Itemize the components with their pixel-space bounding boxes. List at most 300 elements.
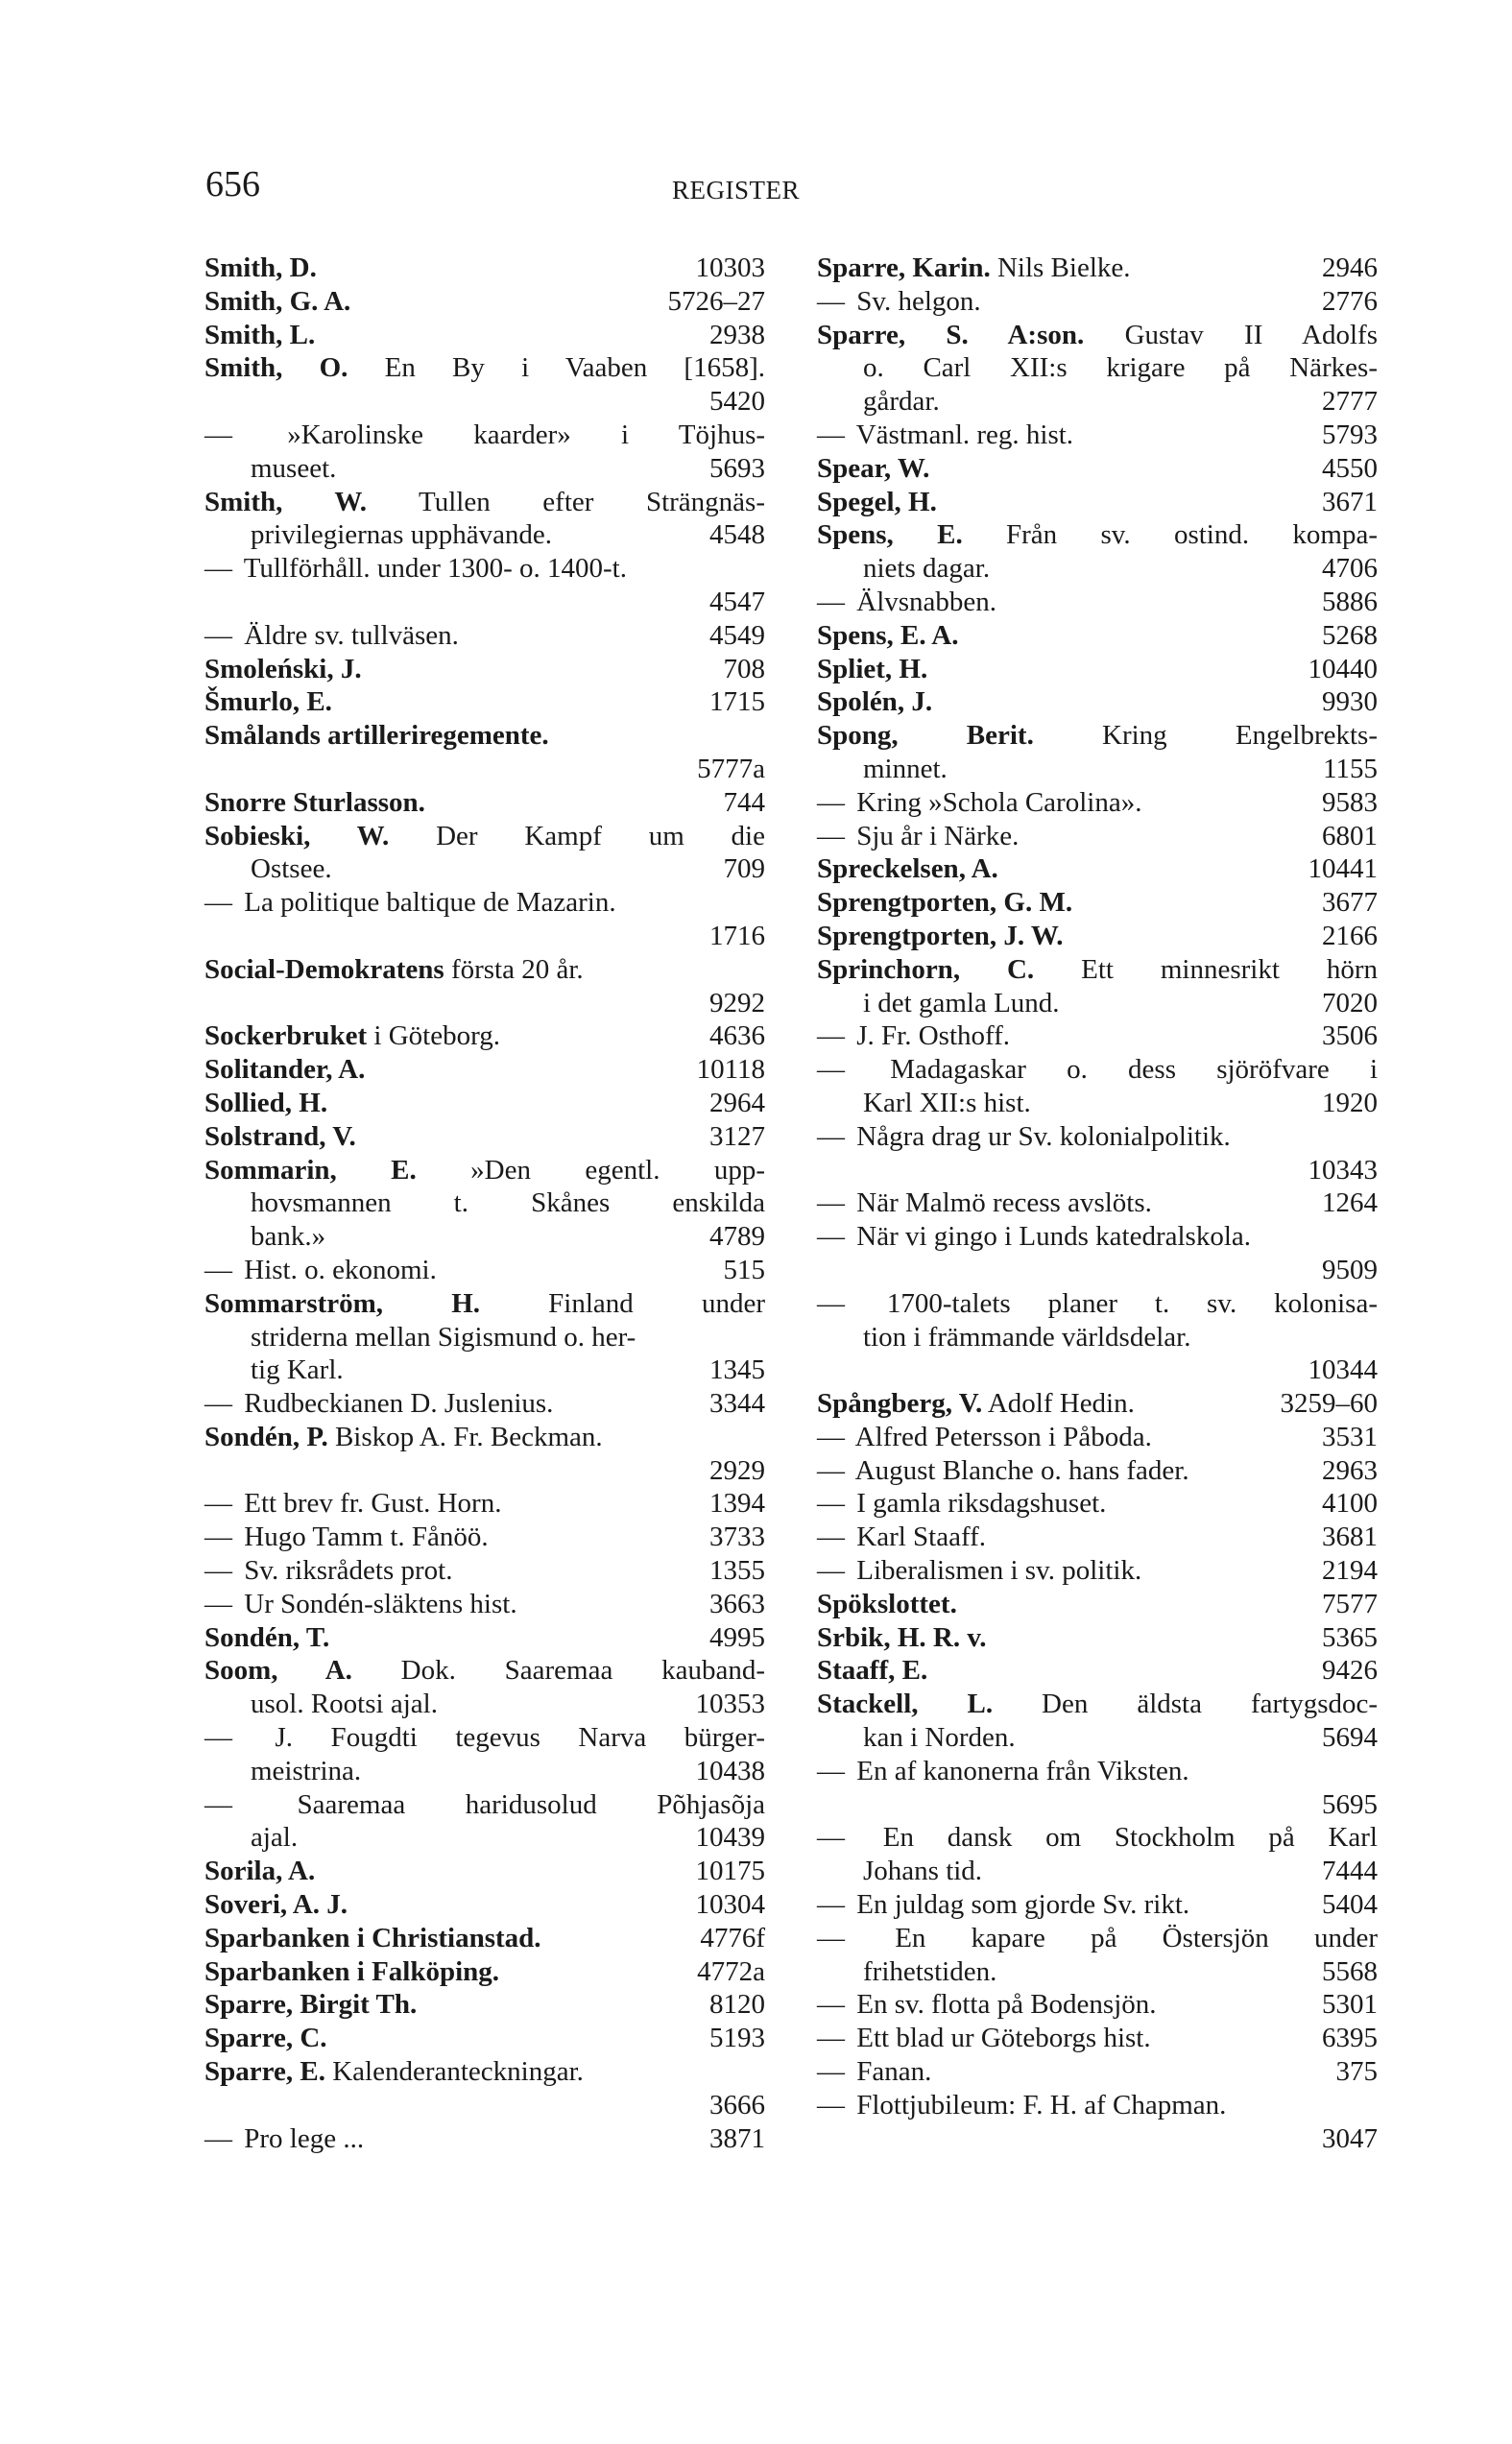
index-entry-line bbox=[817, 1821, 1378, 1855]
entry-text bbox=[817, 452, 929, 486]
index-entry-line bbox=[204, 1387, 765, 1421]
entry-reference-number: 2777 bbox=[1322, 386, 1378, 418]
ditto-dash: — bbox=[817, 1120, 845, 1152]
index-entry-line bbox=[204, 1220, 765, 1254]
index-entry-line bbox=[204, 419, 765, 452]
index-entry-line bbox=[817, 953, 1378, 987]
entry-reference-number: 2964 bbox=[709, 1087, 765, 1118]
entry-heading: Sparbanken i Falköping. bbox=[204, 1955, 500, 1987]
entry-reference-number: 5420 bbox=[709, 386, 765, 418]
entry-reference-number: 9930 bbox=[1322, 686, 1378, 718]
index-entry-line bbox=[817, 1721, 1378, 1755]
entry-reference-number: 4636 bbox=[709, 1020, 765, 1052]
index-entry-line bbox=[204, 1120, 765, 1154]
entry-text: — Kring »Schola Carolina». bbox=[817, 786, 1142, 818]
entry-text: — Fanan. bbox=[817, 2056, 932, 2088]
entry-text: — J. Fr. Osthoff. bbox=[817, 1020, 1011, 1052]
entry-reference-number: 5693 bbox=[709, 452, 765, 484]
entry-heading: Smith, D. bbox=[204, 252, 317, 283]
entry-heading: Spens, E. bbox=[817, 519, 963, 551]
entry-reference-number: 2946 bbox=[1322, 252, 1378, 283]
entry-heading: Smith, L. bbox=[204, 319, 316, 350]
ditto-dash: — bbox=[817, 1889, 845, 1921]
entry-text bbox=[204, 1855, 315, 1888]
entry-text: hovsmannen t. Skånes enskilda bbox=[251, 1187, 765, 1219]
index-entry-line bbox=[204, 2122, 765, 2156]
index-entry-line bbox=[817, 419, 1378, 452]
ditto-dash: — bbox=[817, 2056, 845, 2088]
entry-reference-number: 3127 bbox=[709, 1120, 765, 1152]
entry-heading: Snorre Sturlasson. bbox=[204, 786, 425, 818]
entry-reference-number: 9509 bbox=[1322, 1254, 1378, 1285]
entry-text: — Äldre sv. tullväsen. bbox=[204, 619, 459, 651]
ditto-dash: — bbox=[204, 1722, 232, 1754]
entry-text bbox=[817, 886, 1072, 920]
entry-text: tion i främmande världsdelar. bbox=[863, 1321, 1191, 1353]
entry-heading: Smith, W. bbox=[204, 486, 368, 517]
entry-text: — Sv. riksrådets prot. bbox=[204, 1555, 453, 1587]
index-entry-line bbox=[204, 1487, 765, 1521]
entry-text: Smith, O. En By i Vaaben [1658]. bbox=[204, 352, 765, 384]
entry-reference-number: 10353 bbox=[695, 1689, 765, 1720]
index-entry-line bbox=[204, 852, 765, 886]
entry-heading: Staaff, E. bbox=[817, 1655, 928, 1687]
entry-heading: Smith, O. bbox=[204, 352, 348, 384]
index-entry-line bbox=[817, 1688, 1378, 1721]
index-entry-line bbox=[817, 886, 1378, 920]
entry-text bbox=[817, 852, 998, 886]
entry-heading: Soom, A. bbox=[204, 1655, 352, 1687]
entry-reference-number: 10118 bbox=[696, 1054, 765, 1086]
entry-reference-number: 5301 bbox=[1322, 1989, 1378, 2021]
index-column-right bbox=[817, 252, 1378, 2155]
entry-reference-number: 1355 bbox=[709, 1555, 765, 1587]
entry-text: — Alfred Petersson i Påboda. bbox=[817, 1421, 1152, 1452]
index-entry-line bbox=[204, 1186, 765, 1220]
entry-reference-number: 5886 bbox=[1322, 586, 1378, 617]
entry-reference-number: 1394 bbox=[709, 1488, 765, 1520]
entry-reference-number: 4100 bbox=[1322, 1488, 1378, 1520]
entry-text: Sparre, S. A:son. Gustav II Adolfs bbox=[817, 319, 1378, 350]
entry-reference-number: 4776f bbox=[700, 1922, 765, 1953]
index-entry-line bbox=[204, 1654, 765, 1688]
entry-text bbox=[817, 685, 932, 719]
entry-text bbox=[204, 1955, 499, 1989]
entry-text: — J. Fougdti tegevus Narva bürger- bbox=[204, 1722, 765, 1754]
index-entry-line bbox=[204, 586, 765, 619]
index-entry-line bbox=[204, 1554, 765, 1588]
entry-heading: Spolén, J. bbox=[817, 686, 933, 718]
entry-text: — En af kanonerna från Viksten. bbox=[817, 1755, 1189, 1786]
ditto-dash: — bbox=[817, 2089, 845, 2121]
entry-text bbox=[817, 653, 927, 686]
ditto-dash: — bbox=[817, 1822, 845, 1854]
index-entry-line bbox=[817, 1387, 1378, 1421]
ditto-dash: — bbox=[204, 1788, 232, 1820]
entry-text bbox=[817, 619, 958, 653]
entry-reference-number: 5568 bbox=[1322, 1955, 1378, 1987]
index-entry-line bbox=[204, 1955, 765, 1989]
index-entry-line bbox=[817, 920, 1378, 953]
entry-reference-number: 10303 bbox=[695, 252, 765, 283]
entry-text bbox=[204, 685, 332, 719]
entry-text: — Ur Sondén-släktens hist. bbox=[204, 1588, 517, 1619]
entry-heading: Sprengtporten, G. M. bbox=[817, 887, 1073, 919]
entry-text bbox=[204, 1888, 348, 1922]
entry-heading: Sprengtporten, J. W. bbox=[817, 920, 1064, 951]
entry-heading: Spong, Berit. bbox=[817, 720, 1034, 752]
entry-reference-number: 1155 bbox=[1323, 753, 1378, 784]
entry-text: Spong, Berit. Kring Engelbrekts- bbox=[817, 720, 1378, 752]
index-entry-line bbox=[204, 953, 765, 987]
index-entry-line bbox=[204, 1254, 765, 1287]
index-entry-line bbox=[817, 1755, 1378, 1788]
entry-text bbox=[204, 653, 362, 686]
entry-text: ajal. bbox=[251, 1822, 299, 1854]
index-entry-line bbox=[204, 552, 765, 586]
ditto-dash: — bbox=[817, 1421, 845, 1452]
entry-text: bank.» bbox=[251, 1221, 326, 1253]
entry-text bbox=[204, 252, 317, 285]
entry-heading: Solitander, A. bbox=[204, 1054, 366, 1086]
entry-reference-number: 8120 bbox=[709, 1989, 765, 2021]
index-entry-line bbox=[204, 1788, 765, 1822]
entry-text bbox=[817, 1654, 927, 1688]
index-entry-line bbox=[204, 319, 765, 352]
entry-text: gårdar. bbox=[863, 386, 940, 418]
entry-heading: Spegel, H. bbox=[817, 486, 937, 517]
entry-reference-number: 4789 bbox=[709, 1221, 765, 1253]
entry-reference-number: 10344 bbox=[1308, 1354, 1378, 1386]
entry-reference-number: 744 bbox=[723, 786, 765, 818]
entry-text: Stackell, L. Den äldsta fartygsdoc- bbox=[817, 1689, 1379, 1720]
entry-text: Sommarin, E. »Den egentl. upp- bbox=[204, 1154, 765, 1186]
entry-reference-number: 5365 bbox=[1322, 1621, 1378, 1653]
entry-reference-number: 709 bbox=[723, 853, 765, 885]
index-entry-line bbox=[204, 1621, 765, 1655]
entry-text: — Älvsnabben. bbox=[817, 586, 997, 617]
index-entry-line bbox=[817, 385, 1378, 419]
ditto-dash: — bbox=[817, 1755, 845, 1786]
entry-text: — Hugo Tamm t. Fånöö. bbox=[204, 1522, 489, 1553]
entry-reference-number: 375 bbox=[1335, 2056, 1378, 2088]
index-entry-line bbox=[204, 1321, 765, 1354]
entry-reference-number: 10343 bbox=[1308, 1154, 1378, 1186]
ditto-dash: — bbox=[204, 1388, 232, 1420]
entry-text: Sparre, E. Kalenderanteckningar. bbox=[204, 2056, 584, 2088]
entry-text: frihetstiden. bbox=[863, 1955, 997, 1987]
ditto-dash: — bbox=[817, 586, 845, 617]
ditto-dash: — bbox=[817, 1020, 845, 1052]
entry-text bbox=[204, 285, 350, 319]
entry-text: Ostsee. bbox=[251, 853, 332, 885]
index-entry-line bbox=[817, 1788, 1378, 1822]
entry-heading: Spear, W. bbox=[817, 452, 930, 484]
index-entry-line bbox=[817, 486, 1378, 519]
index-entry-line bbox=[204, 653, 765, 686]
entry-reference-number: 9583 bbox=[1322, 786, 1378, 818]
entry-reference-number: 4548 bbox=[709, 519, 765, 551]
entry-reference-number: 5726–27 bbox=[667, 285, 765, 317]
entry-text: i det gamla Lund. bbox=[863, 987, 1060, 1018]
entry-reference-number: 10304 bbox=[695, 1889, 765, 1921]
index-entry-line bbox=[204, 1087, 765, 1120]
entry-reference-number: 3666 bbox=[709, 2089, 765, 2121]
entry-text: — Några drag ur Sv. kolonialpolitik. bbox=[817, 1120, 1231, 1152]
entry-text: minnet. bbox=[863, 753, 948, 784]
entry-text bbox=[204, 1053, 365, 1087]
entry-heading: Smoleński, J. bbox=[204, 653, 362, 684]
entry-text bbox=[817, 920, 1063, 953]
entry-reference-number: 10175 bbox=[695, 1856, 765, 1887]
entry-reference-number: 5793 bbox=[1322, 419, 1378, 450]
index-entry-line bbox=[204, 1855, 765, 1888]
ditto-dash: — bbox=[817, 419, 845, 450]
index-entry-line bbox=[817, 719, 1378, 753]
index-entry-line bbox=[204, 1354, 765, 1387]
index-entry-line bbox=[204, 1888, 765, 1922]
entry-text bbox=[204, 2022, 327, 2055]
entry-heading: Social-Demokratens bbox=[204, 953, 444, 985]
entry-reference-number: 3681 bbox=[1322, 1522, 1378, 1553]
index-entry-line bbox=[817, 1588, 1378, 1621]
running-head: REGISTER bbox=[672, 176, 801, 204]
entry-reference-number: 6801 bbox=[1322, 820, 1378, 851]
index-entry-line bbox=[817, 1621, 1378, 1655]
entry-reference-number: 4549 bbox=[709, 619, 765, 651]
ditto-dash: — bbox=[204, 2122, 232, 2154]
index-entry-line bbox=[204, 285, 765, 319]
entry-text: — En sv. flotta på Bodensjön. bbox=[817, 1989, 1157, 2021]
entry-heading: Sockerbruket bbox=[204, 1020, 368, 1052]
index-entry-line bbox=[817, 1254, 1378, 1287]
entry-reference-number: 5193 bbox=[709, 2023, 765, 2054]
entry-reference-number: 4995 bbox=[709, 1621, 765, 1653]
entry-reference-number: 7444 bbox=[1322, 1856, 1378, 1887]
ditto-dash: — bbox=[204, 1555, 232, 1587]
entry-heading: Soveri, A. J. bbox=[204, 1889, 348, 1921]
index-entry-line bbox=[204, 252, 765, 285]
index-entry-line bbox=[817, 1554, 1378, 1588]
ditto-dash: — bbox=[204, 1588, 232, 1619]
index-entry-line bbox=[817, 987, 1378, 1020]
index-entry-line bbox=[817, 552, 1378, 586]
index-entry-line bbox=[204, 2022, 765, 2055]
entry-text: Sommarström, H. Finland under bbox=[204, 1287, 765, 1319]
index-entry-line bbox=[817, 252, 1378, 285]
entry-heading: Sparre, Karin. bbox=[817, 252, 991, 283]
entry-text: — Västmanl. reg. hist. bbox=[817, 419, 1074, 450]
entry-heading: Sondén, T. bbox=[204, 1621, 330, 1653]
entry-text bbox=[204, 1087, 327, 1120]
entry-text: privilegiernas upphävande. bbox=[251, 519, 553, 551]
entry-reference-number: 3733 bbox=[709, 1522, 765, 1553]
entry-heading: Sommarström, H. bbox=[204, 1287, 481, 1319]
entry-text: — Liberalismen i sv. politik. bbox=[817, 1555, 1142, 1587]
entry-text: — Saaremaa haridusolud Põhjasõja bbox=[204, 1788, 765, 1820]
entry-reference-number: 3671 bbox=[1322, 486, 1378, 517]
index-entry-line bbox=[817, 1855, 1378, 1888]
index-entry-line bbox=[817, 1321, 1378, 1354]
entry-text: Karl XII:s hist. bbox=[863, 1087, 1031, 1118]
entry-text: tig Karl. bbox=[251, 1354, 344, 1386]
entry-text: o. Carl XII:s krigare på Närkes- bbox=[863, 352, 1378, 384]
entry-text: usol. Rootsi ajal. bbox=[251, 1689, 438, 1720]
index-entry-line bbox=[817, 1487, 1378, 1521]
entry-text bbox=[204, 1922, 541, 1955]
entry-heading: Srbik, H. R. v. bbox=[817, 1621, 987, 1653]
entry-text: striderna mellan Sigismund o. her- bbox=[251, 1321, 636, 1353]
entry-heading: Sparre, C. bbox=[204, 2023, 327, 2054]
entry-reference-number: 4772a bbox=[697, 1955, 765, 1987]
index-entry-line bbox=[204, 1053, 765, 1087]
index-entry-line bbox=[204, 1922, 765, 1955]
entry-reference-number: 3259–60 bbox=[1280, 1388, 1378, 1420]
entry-text bbox=[204, 719, 549, 753]
entry-text: niets dagar. bbox=[863, 553, 991, 585]
entry-text: Spens, E. Från sv. ostind. kompa- bbox=[817, 519, 1378, 551]
ditto-dash: — bbox=[817, 1922, 845, 1953]
entry-text bbox=[817, 1621, 986, 1655]
ditto-dash: — bbox=[817, 1054, 845, 1086]
entry-reference-number: 3531 bbox=[1322, 1421, 1378, 1452]
entry-heading: Sparre, Birgit Th. bbox=[204, 1989, 418, 2021]
index-entry-line bbox=[204, 1019, 765, 1053]
index-entry-line bbox=[204, 486, 765, 519]
entry-text: — Sju år i Närke. bbox=[817, 820, 1020, 851]
entry-reference-number: 5694 bbox=[1322, 1722, 1378, 1754]
entry-text: Soom, A. Dok. Saaremaa kauband- bbox=[204, 1655, 765, 1687]
entry-text: — Ett brev fr. Gust. Horn. bbox=[204, 1488, 502, 1520]
index-entry-line bbox=[204, 1821, 765, 1855]
entry-text: — La politique baltique de Mazarin. bbox=[204, 887, 616, 919]
index-entry-line bbox=[204, 753, 765, 786]
entry-text: Sockerbruket i Göteborg. bbox=[204, 1020, 500, 1052]
entry-text: — Madagaskar o. dess sjöröfvare i bbox=[817, 1054, 1379, 1086]
index-entry-line bbox=[204, 1688, 765, 1721]
entry-reference-number: 4550 bbox=[1322, 452, 1378, 484]
index-column-left bbox=[204, 252, 765, 2155]
index-entry-line bbox=[204, 1988, 765, 2022]
entry-heading: Sparbanken i Christianstad. bbox=[204, 1922, 541, 1953]
ditto-dash: — bbox=[204, 619, 232, 651]
index-entry-line bbox=[204, 1721, 765, 1755]
entry-reference-number: 6395 bbox=[1322, 2023, 1378, 2054]
ditto-dash: — bbox=[817, 1221, 845, 1253]
entry-text: Sondén, P. Biskop A. Fr. Beckman. bbox=[204, 1421, 603, 1452]
index-entry-line bbox=[817, 1654, 1378, 1688]
index-entry-line bbox=[817, 1888, 1378, 1922]
entry-reference-number: 3047 bbox=[1322, 2122, 1378, 2154]
entry-reference-number: 9426 bbox=[1322, 1655, 1378, 1687]
index-entry-line bbox=[204, 619, 765, 653]
entry-heading: Spångberg, V. bbox=[817, 1388, 983, 1420]
entry-text: — Flottjubileum: F. H. af Chapman. bbox=[817, 2089, 1227, 2121]
index-entry-line bbox=[204, 385, 765, 419]
index-entry-line bbox=[204, 1588, 765, 1621]
entry-reference-number: 5695 bbox=[1322, 1788, 1378, 1820]
entry-heading: Sommarin, E. bbox=[204, 1154, 417, 1186]
index-entry-line bbox=[204, 820, 765, 853]
ditto-dash: — bbox=[204, 1522, 232, 1553]
entry-heading: Spliet, H. bbox=[817, 653, 928, 684]
index-entry-line bbox=[817, 1053, 1378, 1087]
entry-reference-number: 4547 bbox=[709, 586, 765, 617]
index-entry-line bbox=[817, 1154, 1378, 1187]
entry-reference-number: 2938 bbox=[709, 319, 765, 350]
entry-text: — 1700-talets planer t. sv. kolonisa- bbox=[817, 1287, 1378, 1319]
entry-text: — Karl Staaff. bbox=[817, 1522, 986, 1553]
entry-text: — »Karolinske kaarder» i Töjhus- bbox=[204, 419, 766, 450]
entry-heading: Sollied, H. bbox=[204, 1087, 328, 1118]
ditto-dash: — bbox=[817, 285, 845, 317]
ditto-dash: — bbox=[817, 786, 845, 818]
index-entry-line bbox=[817, 852, 1378, 886]
entry-reference-number: 5268 bbox=[1322, 619, 1378, 651]
index-entry-line bbox=[817, 1988, 1378, 2022]
entry-reference-number: 7577 bbox=[1322, 1588, 1378, 1619]
entry-reference-number: 3344 bbox=[709, 1388, 765, 1420]
entry-reference-number: 2166 bbox=[1322, 920, 1378, 951]
entry-heading: Sprinchorn, C. bbox=[817, 953, 1035, 985]
ditto-dash: — bbox=[204, 1488, 232, 1520]
index-entry-line bbox=[817, 1354, 1378, 1387]
entry-heading: Sparre, S. A:son. bbox=[817, 319, 1085, 350]
entry-heading: Stackell, L. bbox=[817, 1689, 994, 1720]
entry-text: — En kapare på Östersjön under bbox=[817, 1922, 1379, 1953]
index-entry-line bbox=[817, 1087, 1378, 1120]
entry-heading: Smith, G. A. bbox=[204, 285, 351, 317]
index-entry-line bbox=[817, 2122, 1378, 2156]
index-entry-line bbox=[204, 2055, 765, 2089]
index-entry-line bbox=[817, 319, 1378, 352]
index-entry-line bbox=[204, 452, 765, 486]
entry-reference-number: 1345 bbox=[709, 1354, 765, 1386]
entry-text: — Pro lege ... bbox=[204, 2122, 365, 2154]
page-number: 656 bbox=[205, 164, 260, 204]
index-entry-line bbox=[817, 1922, 1378, 1955]
index-entry-line bbox=[817, 1287, 1378, 1321]
entry-text bbox=[204, 1988, 417, 2022]
ditto-dash: — bbox=[817, 1488, 845, 1520]
entry-reference-number: 2963 bbox=[1322, 1454, 1378, 1486]
entry-text bbox=[204, 1621, 329, 1655]
index-entry-line bbox=[817, 1421, 1378, 1454]
ditto-dash: — bbox=[817, 1187, 845, 1219]
index-entry-line bbox=[817, 2055, 1378, 2089]
entry-text: — En dansk om Stockholm på Karl bbox=[817, 1822, 1378, 1854]
index-entry-line bbox=[817, 619, 1378, 653]
entry-text: Smith, W. Tullen efter Strängnäs- bbox=[204, 486, 765, 517]
entry-text: — När Malmö recess avslöts. bbox=[817, 1187, 1152, 1219]
entry-text: — Tullförhåll. under 1300- o. 1400-t. bbox=[204, 553, 627, 585]
entry-reference-number: 9292 bbox=[709, 987, 765, 1018]
index-entry-line bbox=[204, 1755, 765, 1788]
entry-reference-number: 515 bbox=[723, 1254, 765, 1285]
index-entry-line bbox=[817, 1955, 1378, 1989]
entry-text: — I gamla riksdagshuset. bbox=[817, 1488, 1107, 1520]
entry-reference-number: 4706 bbox=[1322, 553, 1378, 585]
index-entry-line bbox=[204, 518, 765, 552]
index-entry-line bbox=[817, 685, 1378, 719]
entry-reference-number: 10441 bbox=[1308, 853, 1378, 885]
entry-text: — Hist. o. ekonomi. bbox=[204, 1254, 437, 1285]
entry-text: kan i Norden. bbox=[863, 1722, 1016, 1754]
ditto-dash: — bbox=[817, 820, 845, 851]
entry-text: Johans tid. bbox=[863, 1856, 983, 1887]
entry-text: — En juldag som gjorde Sv. rikt. bbox=[817, 1889, 1190, 1921]
entry-text: — Rudbeckianen D. Juslenius. bbox=[204, 1388, 554, 1420]
